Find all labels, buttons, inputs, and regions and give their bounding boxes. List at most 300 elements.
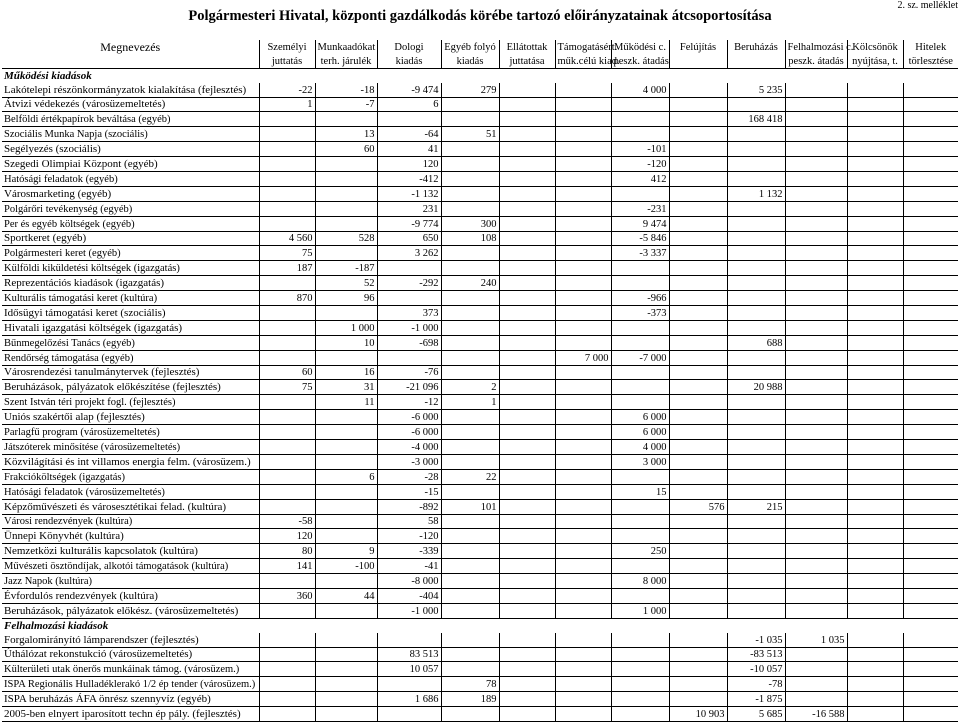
cell-value: [555, 425, 611, 440]
cell-value: [499, 276, 555, 291]
cell-value: 528: [315, 231, 377, 246]
cell-value: [785, 246, 847, 261]
cell-value: [847, 350, 903, 365]
row-label: Hivatali igazgatási költségek (igazgatás): [2, 320, 259, 335]
cell-value: [555, 306, 611, 321]
cell-value: [259, 574, 315, 589]
table-row: [2, 291, 958, 306]
cell-value: [555, 559, 611, 574]
cell-value: [785, 395, 847, 410]
table-row: [2, 484, 958, 499]
cell-value: [555, 172, 611, 187]
cell-value: [611, 97, 669, 112]
cell-value: [611, 365, 669, 380]
row-label: Lakótelepi részönkormányzatok kialakítása (fejlesztés): [2, 83, 259, 97]
cell-value: 870: [259, 291, 315, 306]
cell-value: [499, 662, 555, 677]
cell-value: [669, 677, 727, 692]
cell-value: [611, 395, 669, 410]
cell-value: [903, 350, 958, 365]
page-title: Polgármesteri Hivatal, központi gazdálkodás körébe tartozó előirányzatainak átcsoportosítása: [188, 8, 772, 24]
cell-value: [847, 574, 903, 589]
cell-value: [315, 157, 377, 172]
cell-value: [847, 395, 903, 410]
column-subheader: törlesztése: [903, 54, 958, 68]
cell-value: 120: [259, 529, 315, 544]
cell-value: [727, 395, 785, 410]
cell-value: [847, 692, 903, 707]
cell-value: [441, 291, 499, 306]
table-row: [2, 216, 958, 231]
cell-value: 10 057: [377, 662, 441, 677]
cell-value: [727, 544, 785, 559]
cell-value: [315, 707, 377, 722]
table-row: [2, 469, 958, 484]
cell-value: [669, 142, 727, 157]
table-row: [2, 588, 958, 603]
cell-value: 10: [315, 335, 377, 350]
cell-value: [315, 529, 377, 544]
cell-value: [555, 647, 611, 662]
cell-value: [499, 261, 555, 276]
budget-table: [2, 40, 958, 722]
cell-value: [377, 350, 441, 365]
cell-value: [727, 291, 785, 306]
cell-value: [315, 112, 377, 127]
cell-value: 1 000: [611, 603, 669, 618]
cell-value: -8 000: [377, 574, 441, 589]
cell-value: [847, 544, 903, 559]
cell-value: [669, 469, 727, 484]
cell-value: 22: [441, 469, 499, 484]
cell-value: [785, 603, 847, 618]
cell-value: [441, 514, 499, 529]
cell-value: [555, 603, 611, 618]
cell-value: 1: [259, 97, 315, 112]
cell-value: [499, 157, 555, 172]
column-subheader: műk.célú kiad.: [555, 54, 611, 68]
cell-value: [315, 350, 377, 365]
cell-value: [727, 157, 785, 172]
cell-value: [903, 395, 958, 410]
cell-value: [499, 216, 555, 231]
cell-value: 7 000: [555, 350, 611, 365]
cell-value: [315, 246, 377, 261]
cell-value: [499, 633, 555, 647]
cell-value: 31: [315, 380, 377, 395]
cell-value: 75: [259, 246, 315, 261]
cell-value: [259, 454, 315, 469]
cell-value: [499, 410, 555, 425]
cell-value: [555, 83, 611, 97]
row-label: Szent István téri projekt fogl. (fejlesztés): [2, 395, 259, 410]
cell-value: 688: [727, 335, 785, 350]
cell-value: 44: [315, 588, 377, 603]
row-label: Bűnmegelőzési Tanács (egyéb): [2, 335, 259, 350]
cell-value: [847, 707, 903, 722]
cell-value: [611, 692, 669, 707]
table-row: [2, 380, 958, 395]
section-title: Működési kiadások: [4, 69, 92, 82]
cell-value: [555, 440, 611, 455]
cell-value: [847, 216, 903, 231]
table-row: [2, 350, 958, 365]
cell-value: [499, 186, 555, 201]
table-row: [2, 201, 958, 216]
cell-value: [847, 469, 903, 484]
cell-value: [555, 97, 611, 112]
cell-value: [903, 410, 958, 425]
cell-value: [555, 335, 611, 350]
cell-value: [377, 112, 441, 127]
cell-value: [259, 440, 315, 455]
cell-value: [259, 127, 315, 142]
cell-value: [903, 588, 958, 603]
cell-value: [847, 142, 903, 157]
cell-value: [669, 662, 727, 677]
cell-value: [259, 216, 315, 231]
cell-value: -9 474: [377, 83, 441, 97]
cell-value: 52: [315, 276, 377, 291]
table-row: [2, 365, 958, 380]
cell-value: [259, 662, 315, 677]
table-row: [2, 544, 958, 559]
cell-value: [259, 499, 315, 514]
cell-value: [555, 216, 611, 231]
cell-value: 231: [377, 201, 441, 216]
cell-value: [903, 454, 958, 469]
cell-value: -58: [259, 514, 315, 529]
cell-value: 120: [377, 157, 441, 172]
cell-value: [903, 425, 958, 440]
cell-value: 4 560: [259, 231, 315, 246]
table-row: [2, 246, 958, 261]
cell-value: -412: [377, 172, 441, 187]
table-row: [2, 603, 958, 618]
cell-value: [785, 201, 847, 216]
cell-value: [669, 647, 727, 662]
cell-value: -1 875: [727, 692, 785, 707]
row-label: Per és egyéb költségek (egyéb): [2, 216, 259, 231]
cell-value: [315, 499, 377, 514]
cell-value: -21 096: [377, 380, 441, 395]
cell-value: [903, 469, 958, 484]
cell-value: 6: [315, 469, 377, 484]
cell-value: 1 000: [315, 320, 377, 335]
cell-value: [441, 172, 499, 187]
cell-value: [785, 499, 847, 514]
cell-value: [727, 365, 785, 380]
cell-value: [847, 365, 903, 380]
cell-value: [259, 320, 315, 335]
cell-value: 78: [441, 677, 499, 692]
cell-value: [259, 484, 315, 499]
cell-value: [727, 529, 785, 544]
cell-value: [555, 469, 611, 484]
cell-value: [499, 231, 555, 246]
cell-value: [727, 320, 785, 335]
table-row: [2, 157, 958, 172]
cell-value: [903, 97, 958, 112]
cell-value: [499, 395, 555, 410]
cell-value: [315, 484, 377, 499]
cell-value: -64: [377, 127, 441, 142]
cell-value: 16: [315, 365, 377, 380]
cell-value: [669, 454, 727, 469]
cell-value: [499, 350, 555, 365]
cell-value: [315, 514, 377, 529]
table-row: [2, 647, 958, 662]
cell-value: [377, 707, 441, 722]
cell-value: [903, 647, 958, 662]
cell-value: [669, 692, 727, 707]
row-label: Szociális Munka Napja (szociális): [2, 127, 259, 142]
cell-value: [669, 603, 727, 618]
cell-value: [315, 306, 377, 321]
cell-value: [555, 127, 611, 142]
cell-value: [611, 261, 669, 276]
cell-value: -3 337: [611, 246, 669, 261]
column-header: Kölcsönök: [847, 40, 903, 54]
cell-value: 4 000: [611, 440, 669, 455]
cell-value: [499, 484, 555, 499]
column-header: Működési c.: [611, 40, 669, 54]
row-label: Idősügyi támogatási keret (szociális): [2, 306, 259, 321]
cell-value: [555, 707, 611, 722]
cell-value: [669, 440, 727, 455]
row-label: Reprezentációs kiadások (igazgatás): [2, 276, 259, 291]
cell-value: [669, 201, 727, 216]
cell-value: [499, 83, 555, 97]
cell-value: [499, 97, 555, 112]
cell-value: [847, 410, 903, 425]
cell-value: [903, 514, 958, 529]
cell-value: [785, 306, 847, 321]
row-label: Frakcióköltségek (igazgatás): [2, 469, 259, 484]
cell-value: [555, 588, 611, 603]
cell-value: [847, 454, 903, 469]
cell-value: 60: [259, 365, 315, 380]
column-header: Munkaadókat: [315, 40, 377, 54]
cell-value: -7: [315, 97, 377, 112]
row-label: Külterületi utak önerős munkáinak támog. (városüzem.): [2, 662, 259, 677]
table-row: [2, 231, 958, 246]
table-row: [2, 97, 958, 112]
cell-value: [669, 380, 727, 395]
cell-value: [555, 231, 611, 246]
cell-value: 189: [441, 692, 499, 707]
cell-value: [611, 320, 669, 335]
cell-value: [847, 112, 903, 127]
column-header: Dologi: [377, 40, 441, 54]
cell-value: [555, 574, 611, 589]
cell-value: [315, 454, 377, 469]
cell-value: [441, 425, 499, 440]
cell-value: 51: [441, 127, 499, 142]
cell-value: [785, 559, 847, 574]
table-row: [2, 514, 958, 529]
cell-value: 60: [315, 142, 377, 157]
cell-value: [785, 365, 847, 380]
cell-value: [785, 588, 847, 603]
cell-value: [785, 186, 847, 201]
cell-value: [315, 647, 377, 662]
cell-value: [259, 633, 315, 647]
cell-value: [499, 440, 555, 455]
cell-value: [669, 410, 727, 425]
column-subheader: terh. járulék: [315, 54, 377, 68]
row-label: Jazz Napok (kultúra): [2, 574, 259, 589]
cell-value: [611, 186, 669, 201]
cell-value: [611, 529, 669, 544]
cell-value: 2: [441, 380, 499, 395]
cell-value: [727, 97, 785, 112]
cell-value: 83 513: [377, 647, 441, 662]
cell-value: -10 057: [727, 662, 785, 677]
cell-value: [611, 127, 669, 142]
cell-value: [315, 677, 377, 692]
row-label: Városmarketing (egyéb): [2, 186, 259, 201]
cell-value: [499, 499, 555, 514]
cell-value: [903, 216, 958, 231]
cell-value: [669, 216, 727, 231]
cell-value: [903, 291, 958, 306]
cell-value: -76: [377, 365, 441, 380]
row-label: Beruházások, pályázatok előkészítése (fejlesztés): [2, 380, 259, 395]
cell-value: [499, 514, 555, 529]
cell-value: [903, 633, 958, 647]
cell-value: [499, 142, 555, 157]
cell-value: [611, 276, 669, 291]
cell-value: [903, 544, 958, 559]
cell-value: [499, 172, 555, 187]
cell-value: [441, 588, 499, 603]
cell-value: [847, 97, 903, 112]
cell-value: [441, 97, 499, 112]
cell-value: [785, 692, 847, 707]
cell-value: -892: [377, 499, 441, 514]
cell-value: [499, 574, 555, 589]
cell-value: [847, 83, 903, 97]
cell-value: [259, 112, 315, 127]
table-row: [2, 261, 958, 276]
row-label: Játszóterek minősítése (városüzemeltetés): [2, 440, 259, 455]
cell-value: [669, 335, 727, 350]
cell-value: [903, 559, 958, 574]
cell-value: 300: [441, 216, 499, 231]
cell-value: [555, 677, 611, 692]
cell-value: [315, 410, 377, 425]
cell-value: [611, 335, 669, 350]
cell-value: [669, 395, 727, 410]
cell-value: [315, 574, 377, 589]
cell-value: [555, 395, 611, 410]
cell-value: [555, 380, 611, 395]
cell-value: [499, 380, 555, 395]
cell-value: [785, 544, 847, 559]
cell-value: [847, 499, 903, 514]
table-row: [2, 127, 958, 142]
cell-value: [847, 291, 903, 306]
cell-value: [669, 157, 727, 172]
row-label: Hatósági feladatok (egyéb): [2, 172, 259, 187]
cell-value: [847, 529, 903, 544]
cell-value: [903, 603, 958, 618]
cell-value: [259, 201, 315, 216]
cell-value: [555, 410, 611, 425]
table-row: [2, 320, 958, 335]
cell-value: [847, 231, 903, 246]
cell-value: -292: [377, 276, 441, 291]
cell-value: [499, 588, 555, 603]
cell-value: [727, 306, 785, 321]
cell-value: [441, 112, 499, 127]
cell-value: [259, 142, 315, 157]
cell-value: [611, 677, 669, 692]
cell-value: [727, 276, 785, 291]
cell-value: [555, 499, 611, 514]
cell-value: [785, 484, 847, 499]
row-label: Úthálózat rekonstukció (városüzemeltetés): [2, 647, 259, 662]
cell-value: -9 774: [377, 216, 441, 231]
cell-value: [727, 216, 785, 231]
cell-value: [555, 544, 611, 559]
cell-value: [315, 186, 377, 201]
row-label: Belföldi értékpapírok beváltása (egyéb): [2, 112, 259, 127]
cell-value: 11: [315, 395, 377, 410]
cell-value: [903, 320, 958, 335]
cell-value: [315, 201, 377, 216]
cell-value: [727, 231, 785, 246]
cell-value: [441, 186, 499, 201]
cell-value: 3 000: [611, 454, 669, 469]
cell-value: [499, 112, 555, 127]
cell-value: [441, 454, 499, 469]
cell-value: [499, 246, 555, 261]
cell-value: [785, 157, 847, 172]
cell-value: [441, 633, 499, 647]
cell-value: 6: [377, 97, 441, 112]
cell-value: -6 000: [377, 410, 441, 425]
cell-value: [847, 276, 903, 291]
table-row: [2, 707, 958, 722]
cell-value: [903, 186, 958, 201]
row-label: Forgalomirányító lámparendszer (fejlesztés): [2, 633, 259, 647]
cell-value: [441, 410, 499, 425]
cell-value: 5 685: [727, 707, 785, 722]
table-row: [2, 172, 958, 187]
cell-value: -339: [377, 544, 441, 559]
cell-value: -404: [377, 588, 441, 603]
cell-value: [259, 692, 315, 707]
cell-value: [555, 261, 611, 276]
cell-value: [611, 559, 669, 574]
cell-value: 1: [441, 395, 499, 410]
cell-value: [727, 127, 785, 142]
cell-value: [727, 410, 785, 425]
column-header: Ellátottak: [499, 40, 555, 54]
cell-value: [669, 633, 727, 647]
cell-value: [785, 97, 847, 112]
cell-value: [785, 216, 847, 231]
cell-value: [499, 201, 555, 216]
cell-value: 4 000: [611, 83, 669, 97]
section-row: [2, 618, 958, 632]
cell-value: [259, 276, 315, 291]
cell-value: [903, 201, 958, 216]
cell-value: 75: [259, 380, 315, 395]
cell-value: [847, 172, 903, 187]
